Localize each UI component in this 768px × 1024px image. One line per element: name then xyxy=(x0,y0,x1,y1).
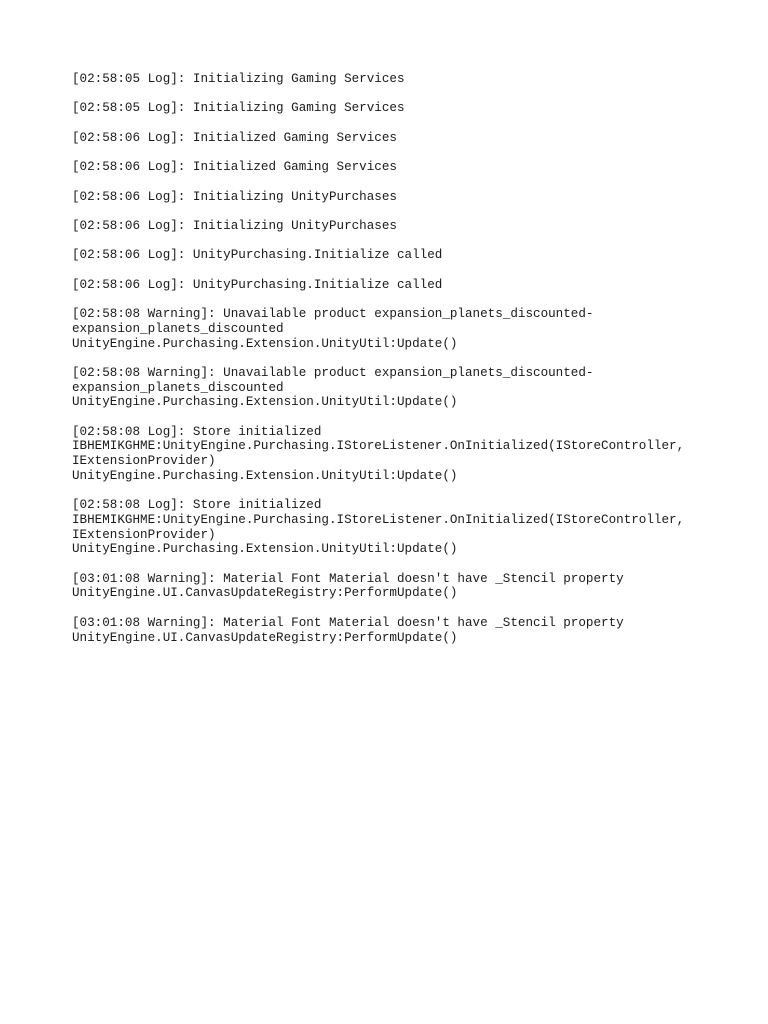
log-line: [02:58:08 Log]: Store initialized xyxy=(72,424,322,439)
stack-trace-line: UnityEngine.Purchasing.Extension.UnityUtil:Update() xyxy=(72,336,458,351)
stack-trace-line: IBHEMIKGHME:UnityEngine.Purchasing.IStoreListener.OnInitialized(IStoreController, xyxy=(72,439,685,454)
log-entry xyxy=(72,248,712,263)
log-entry-warning xyxy=(72,307,712,351)
log-line: [02:58:06 Log]: Initialized Gaming Services xyxy=(72,130,397,145)
log-entry xyxy=(72,219,712,234)
log-line: expansion_planets_discounted xyxy=(72,380,284,395)
log-output xyxy=(72,72,712,660)
log-entry xyxy=(72,101,712,116)
log-entry xyxy=(72,190,712,205)
log-line: [02:58:06 Log]: Initializing UnityPurchases xyxy=(72,218,397,233)
stack-trace-line: UnityEngine.UI.CanvasUpdateRegistry:PerformUpdate() xyxy=(72,630,458,645)
stack-trace-line: IExtensionProvider) xyxy=(72,454,216,469)
stack-trace-line: UnityEngine.Purchasing.Extension.UnityUtil:Update() xyxy=(72,542,458,557)
log-line: expansion_planets_discounted xyxy=(72,321,284,336)
log-entry xyxy=(72,72,712,87)
stack-trace-line: UnityEngine.Purchasing.Extension.UnityUtil:Update() xyxy=(72,395,458,410)
log-entry-warning xyxy=(72,616,712,645)
log-entry xyxy=(72,160,712,175)
log-line: [02:58:06 Log]: Initialized Gaming Services xyxy=(72,160,397,175)
log-entry-warning xyxy=(72,366,712,410)
log-line: [02:58:06 Log]: Initializing UnityPurchases xyxy=(72,189,397,204)
log-entry xyxy=(72,131,712,146)
log-line: [03:01:08 Warning]: Material Font Material doesn't have _Stencil property xyxy=(72,571,624,586)
stack-trace-line: UnityEngine.Purchasing.Extension.UnityUtil:Update() xyxy=(72,468,458,483)
log-line: [02:58:05 Log]: Initializing Gaming Services xyxy=(72,72,405,86)
log-line: [03:01:08 Warning]: Material Font Material doesn't have _Stencil property xyxy=(72,615,624,630)
log-entry-warning xyxy=(72,572,712,601)
log-line: [02:58:05 Log]: Initializing Gaming Services xyxy=(72,101,405,116)
log-line: [02:58:06 Log]: UnityPurchasing.Initialize called xyxy=(72,277,443,292)
log-line: [02:58:08 Warning]: Unavailable product expansion_planets_discounted- xyxy=(72,307,594,322)
log-line: [02:58:08 Log]: Store initialized xyxy=(72,498,322,513)
log-entry xyxy=(72,425,712,484)
log-entry xyxy=(72,278,712,293)
stack-trace-line: IBHEMIKGHME:UnityEngine.Purchasing.IStoreListener.OnInitialized(IStoreController, xyxy=(72,512,685,527)
stack-trace-line: UnityEngine.UI.CanvasUpdateRegistry:PerformUpdate() xyxy=(72,586,458,601)
stack-trace-line: IExtensionProvider) xyxy=(72,527,216,542)
log-entry xyxy=(72,498,712,557)
log-line: [02:58:08 Warning]: Unavailable product expansion_planets_discounted- xyxy=(72,365,594,380)
log-line: [02:58:06 Log]: UnityPurchasing.Initialize called xyxy=(72,248,443,263)
